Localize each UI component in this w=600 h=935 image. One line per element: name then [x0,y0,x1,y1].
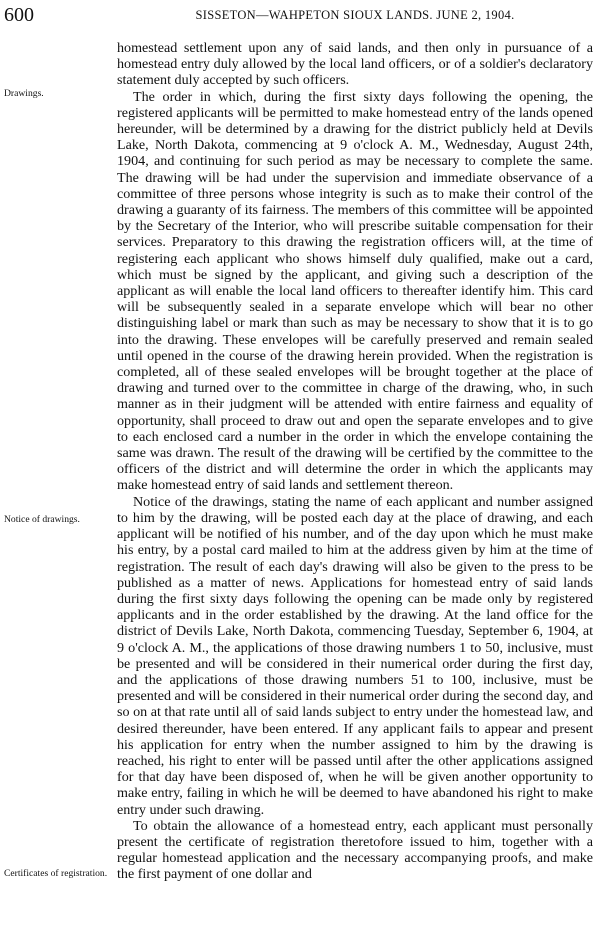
paragraph-homestead-settlement: homestead settlement upon any of said lands, and then only in pursuance of a homestead entry duly allowed by the local land officers, or of a soldier's declaratory statement duly accepted by such officers. [117,40,593,89]
margin-note-notice-of-drawings: Notice of drawings. [4,514,80,525]
body-text [117,40,593,883]
margin-note-certificates-of-registration: Certificates of registration. [4,868,108,879]
page-number: 600 [4,4,34,26]
paragraph-drawings: The order in which, during the first sixty days following the opening, the registered applicants will be permitted to make homestead entry of the lands opened hereunder, will be determined by a drawing for the district publicly held at Devils Lake, North Dakota, commencing at 9 o'clock A. M., Wednesday, August 24th, 1904, and continuing for such period as may be necessary to complete the same. The drawing will be had under the supervision and immediate observance of a committee of three persons whose integrity is such as to make their control of the drawing a guaranty of its fairness. The members of this committee will be appointed by the Secretary of the Interior, who will prescribe suitable compensation for their services. Preparatory to this drawing the registration officers will, at the time of registering each applicant who shows himself duly qualified, make out a card, which must be signed by the applicant, and giving such a description of the applicant as will enable the local land officers to thereafter identify him. This card will be subsequently sealed in a separate envelope which will bear no other distinguishing label or mark than such as may be necessary to show that it is to go into the drawing. These envelopes will be carefully preserved and remain sealed until opened in the course of the drawing herein provided. When the registration is completed, all of these sealed envelopes will be brought together at the place of drawing and turned over to the committee in charge of the drawing, who, in such manner as in their judgment will be attended with entire fairness and equality of opportunity, shall proceed to draw out and open the separate envelopes and to give to each enclosed card a number in the order in which the envelope containing the same was drawn. The result of the drawing will be certified by the committee to the officers of the district and will determine the order in which the applicants may make homestead entry of said lands and settlement thereon. [117,88,593,494]
paragraph-certificates: To obtain the allowance of a homestead entry, each applicant must personally present the certificate of registration theretofore issued to him, together with a regular homestead application and the necessary accompanying proofs, and make the first payment of one dollar and [117,817,593,883]
page-header [4,4,596,26]
running-head: SISSETON—WAHPETON SIOUX LANDS. JUNE 2, 1904. [195,8,515,22]
margin-note-drawings: Drawings. [4,88,44,99]
paragraph-notice-of-drawings: Notice of the drawings, stating the name of each applicant and number assigned to him by the drawing, will be posted each day at the place of drawing, and each applicant will be notified of his number, and of the day upon which he must make his entry, by a postal card mailed to him at the address given by him at the time of registration. The result of each day's drawing will also be given to the press to be published as a matter of news. Applications for homestead entry of said lands during the first sixty days following the opening can be made only by registered applicants and in the order established by the drawing. At the land office for the district of Devils Lake, North Dakota, commencing Tuesday, September 6, 1904, at 9 o'clock A. M., the applications of those drawing numbers 1 to 50, inclusive, must be presented and will be considered in their numerical order during the first day, and the applications of those drawing numbers 51 to 100, inclusive, must be presented and will be considered in their numerical order during the second day, and so on at that rate until all of said lands subject to entry under the homestead law, and desired thereunder, have been entered. If any applicant fails to appear and present his application for entry when the number assigned to him by the drawing is reached, his right to enter will be passed until after the other applications assigned for that day have been disposed of, when he will be given another opportunity to make entry, failing in which he will be deemed to have abandoned his right to make entry under such drawing. [117,493,593,818]
